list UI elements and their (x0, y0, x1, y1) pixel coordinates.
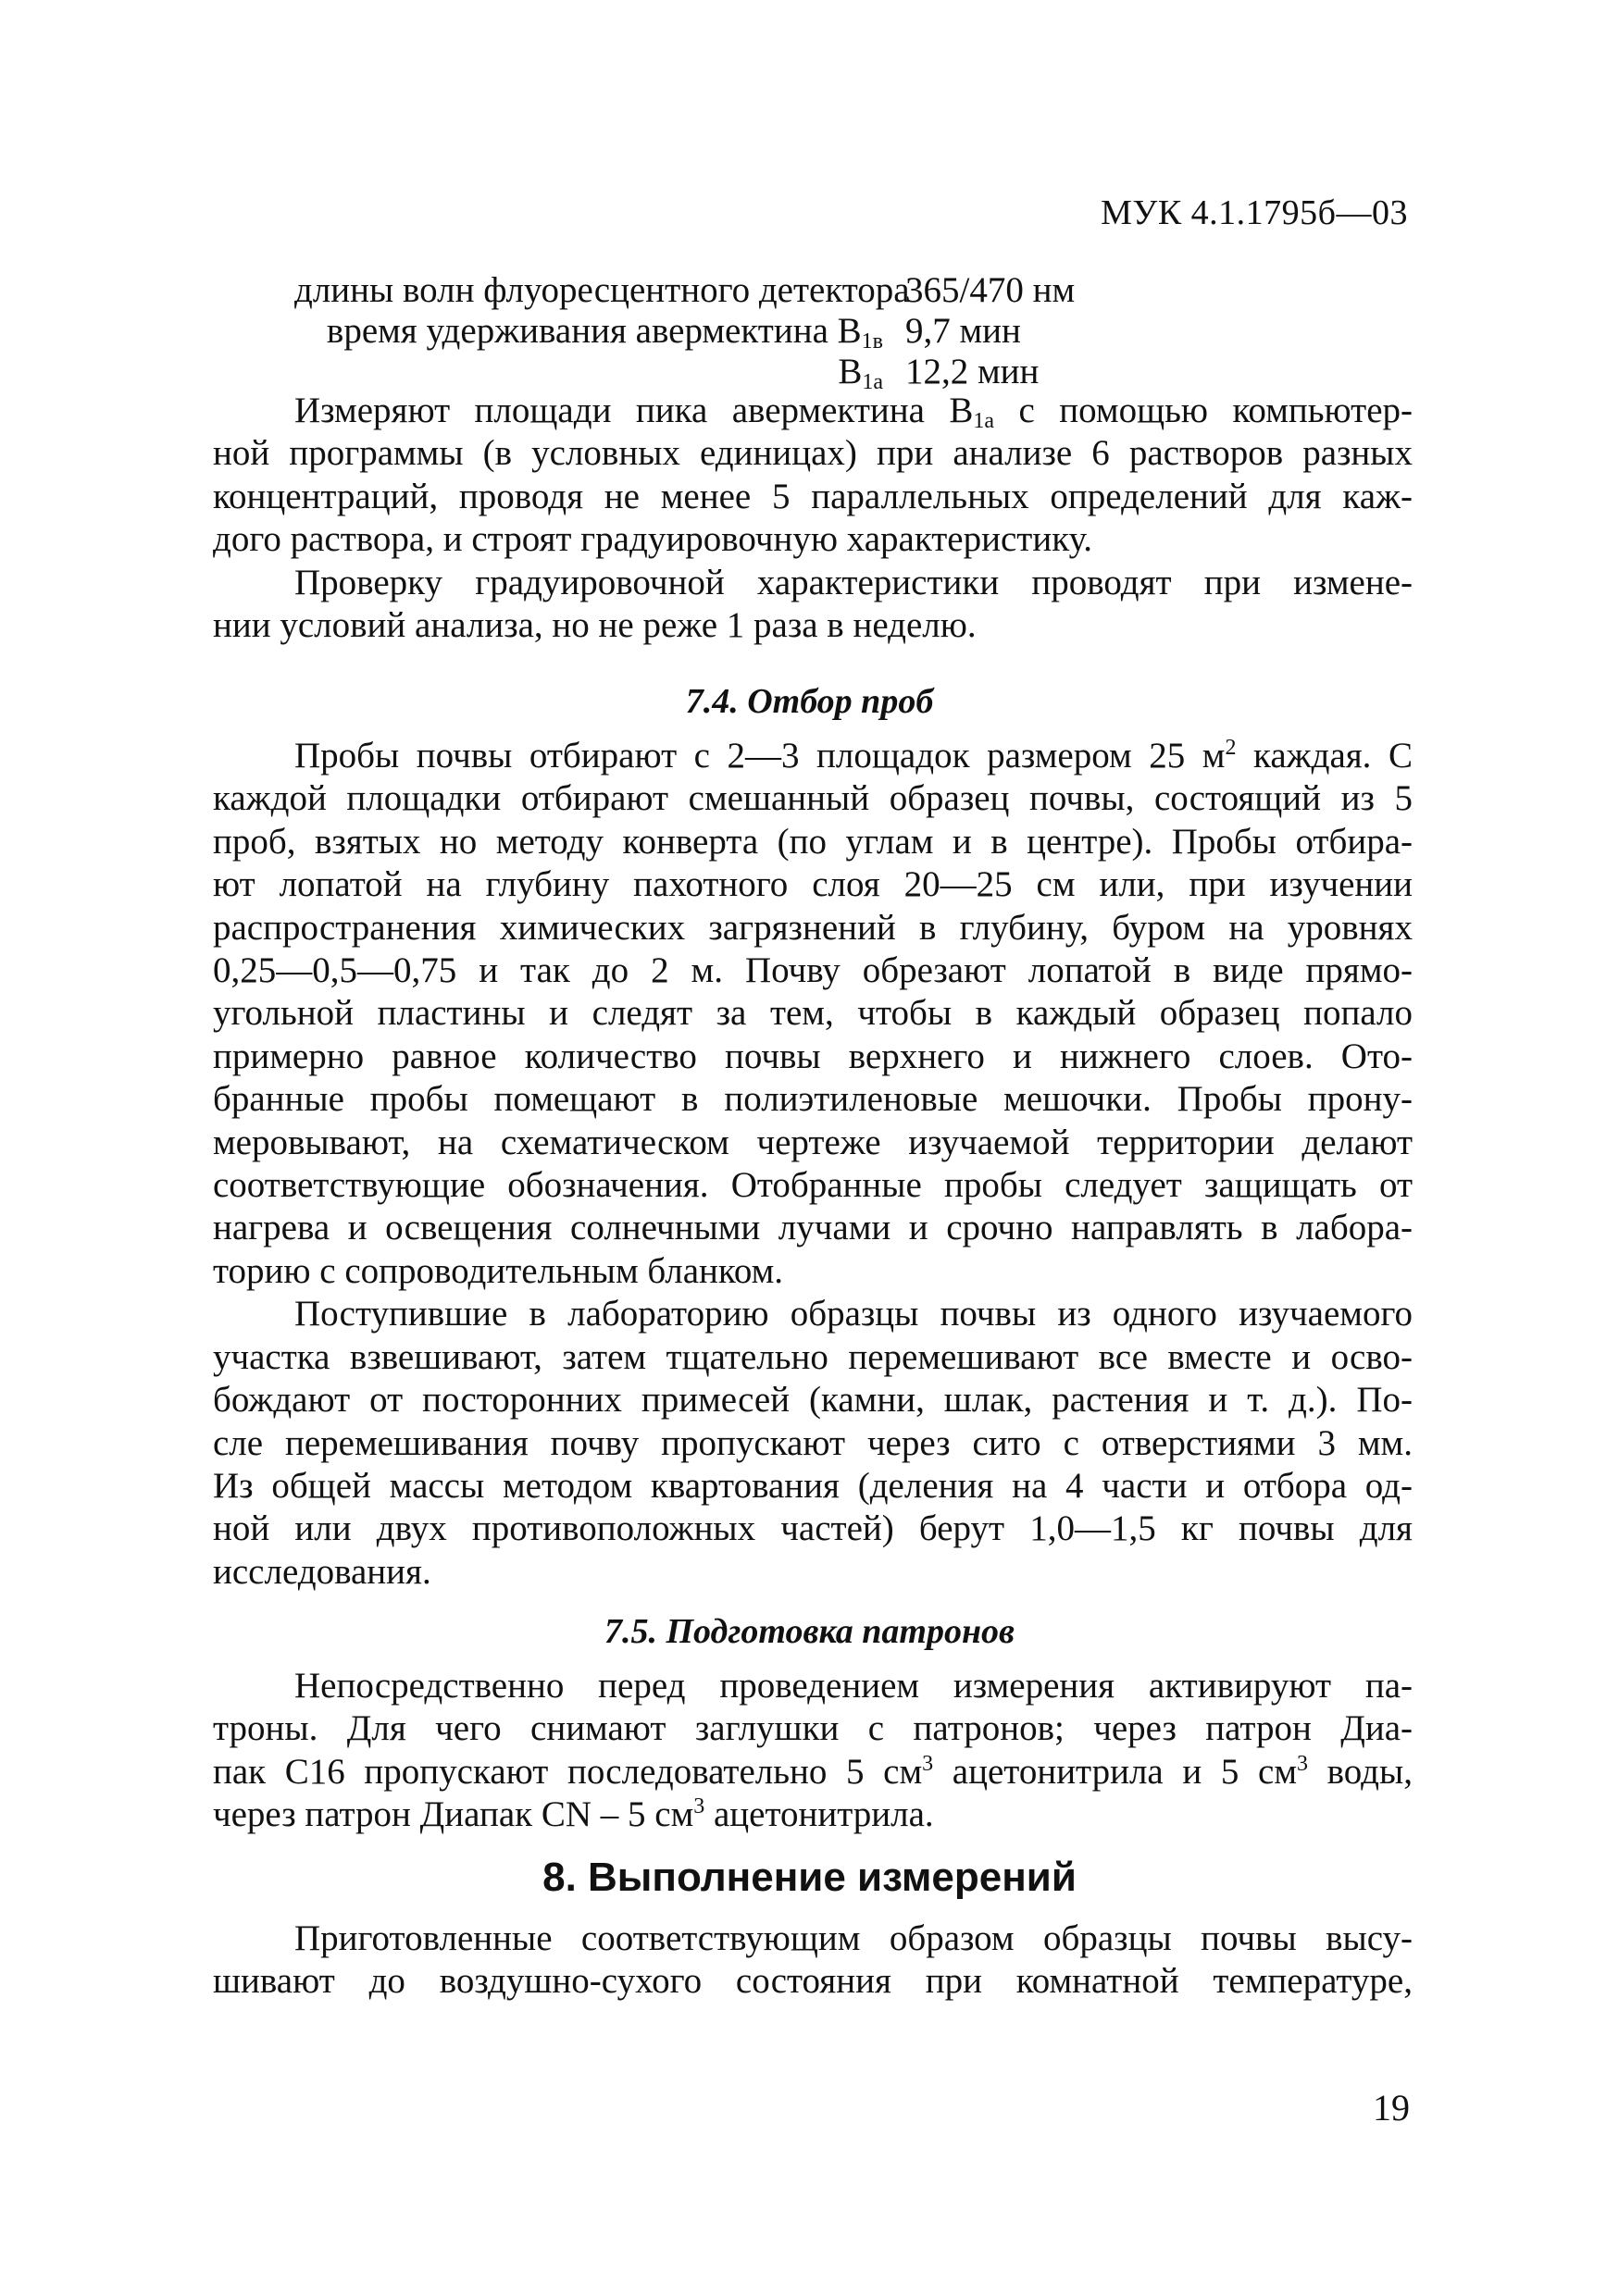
text-line: угольной пластины и следят за тем, чтобы в каждый образец попало (213, 993, 1413, 1034)
text-line: нии условий анализа, но не реже 1 раза в неделю. (213, 605, 977, 646)
text-line: участка взвешивают, затем тщательно перемешивают все вместе и осво- (213, 1336, 1413, 1377)
text-line: 0,25—0,5—0,75 и так до 2 м. Почву обрезают лопатой в виде прямо- (213, 950, 1413, 991)
text-line: Приготовленные соответствующим образом образцы почвы высу- (294, 1918, 1413, 1958)
section-heading-7-5: 7.5. Подготовка патронов (604, 1612, 1015, 1651)
text-line: торию с сопроводительным бланком. (213, 1250, 784, 1291)
text-line: Поступившие в лабораторию образцы почвы из одного изучаемого (294, 1294, 1413, 1334)
paragraph-calibration (213, 390, 1413, 647)
text-line: распространения химических загрязнений в глубину, буром на уровнях (213, 907, 1413, 948)
text-line: пак С16 пропускают последовательно 5 $см^3$ ацетонитрила и 5 $см^3$ воды, (213, 1751, 1413, 1792)
text-line: ной программы (в условных единицах) при анализе 6 растворов разных (213, 433, 1413, 474)
text-line: Из общей массы методом квартования (деления на 4 части и отбора од- (213, 1465, 1413, 1506)
paragraph-measurements (213, 1917, 1413, 2004)
text-line: Пробы почвы отбирают с 2—3 площадок размером 25 $м^2$ каждая. С (294, 736, 1413, 776)
parameter-row (294, 311, 1183, 352)
parameter-label: время удерживания авермектина $В_{1в}$ (326, 311, 883, 354)
text-line: концентраций, проводя не менее 5 параллельных определений для каж- (213, 476, 1413, 516)
text-line: через патрон Диапак CN – 5 $см^3$ ацетонитрила. (213, 1794, 934, 1835)
page-number: 19 (1373, 2087, 1410, 2128)
text-line: сле перемешивания почву пропускают через сито с отверстиями 3 мм. (213, 1422, 1413, 1463)
text-line: дого раствора, и строят градуировочную характеристику. (213, 519, 1092, 560)
section-heading-8: 8. Выполнение измерений (542, 1855, 1077, 1900)
parameter-value: 12,2 мин (905, 352, 1040, 391)
parameter-value: 365/470 нм (905, 270, 1076, 310)
text-line: исследования. (213, 1551, 431, 1592)
paragraph-sampling (213, 735, 1413, 1594)
text-line: ной или двух противоположных частей) берут 1,0—1,5 кг почвы для (213, 1508, 1413, 1549)
parameter-label: длины волн флуоресцентного детектора (294, 270, 910, 310)
document-code-header: МУК 4.1.1795б—03 (1101, 193, 1408, 232)
parameter-label: $В_{1а}$ (838, 352, 883, 394)
section-heading-7-4: 7.4. Отбор проб (685, 682, 934, 721)
parameter-row (294, 270, 1183, 311)
text-line: троны. Для чего снимают заглушки с патронов; через патрон Диа- (213, 1708, 1413, 1749)
text-line: Измеряют площади пика авермектина $В_{1а}$ с помощью компьютер- (294, 391, 1413, 433)
parameter-value: 9,7 мин (905, 311, 1021, 351)
text-line: ют лопатой на глубину пахотного слоя 20—25 см или, при изучении (213, 864, 1413, 905)
text-line: Непосредственно перед проведением измерения активируют па- (294, 1666, 1413, 1706)
text-line: меровывают, на схематическом чертеже изучаемой территории делают (213, 1122, 1413, 1162)
parameter-list (294, 270, 1183, 392)
text-line: соответствующие обозначения. Отобранные пробы следует защищать от (213, 1165, 1413, 1206)
text-line: шивают до воздушно-сухого состояния при комнатной температуре, (213, 1961, 1413, 2002)
paragraph-cartridges (213, 1665, 1413, 1837)
text-line: нагрева и освещения солнечными лучами и срочно направлять в лабора- (213, 1208, 1413, 1248)
text-line: проб, взятых но методу конверта (по углам и в центре). Пробы отбира- (213, 821, 1413, 862)
text-line: бранные пробы помещают в полиэтиленовые мешочки. Пробы прону- (213, 1079, 1413, 1120)
text-line: примерно равное количество почвы верхнего и нижнего слоев. Ото- (213, 1036, 1413, 1076)
text-line: каждой площадки отбирают смешанный образец почвы, состоящий из 5 (213, 778, 1413, 819)
text-line: бождают от посторонних примесей (камни, шлак, растения и т. д.). По- (213, 1380, 1413, 1421)
text-line: Проверку градуировочной характеристики проводят при измене- (294, 562, 1413, 602)
parameter-row (294, 352, 1183, 392)
